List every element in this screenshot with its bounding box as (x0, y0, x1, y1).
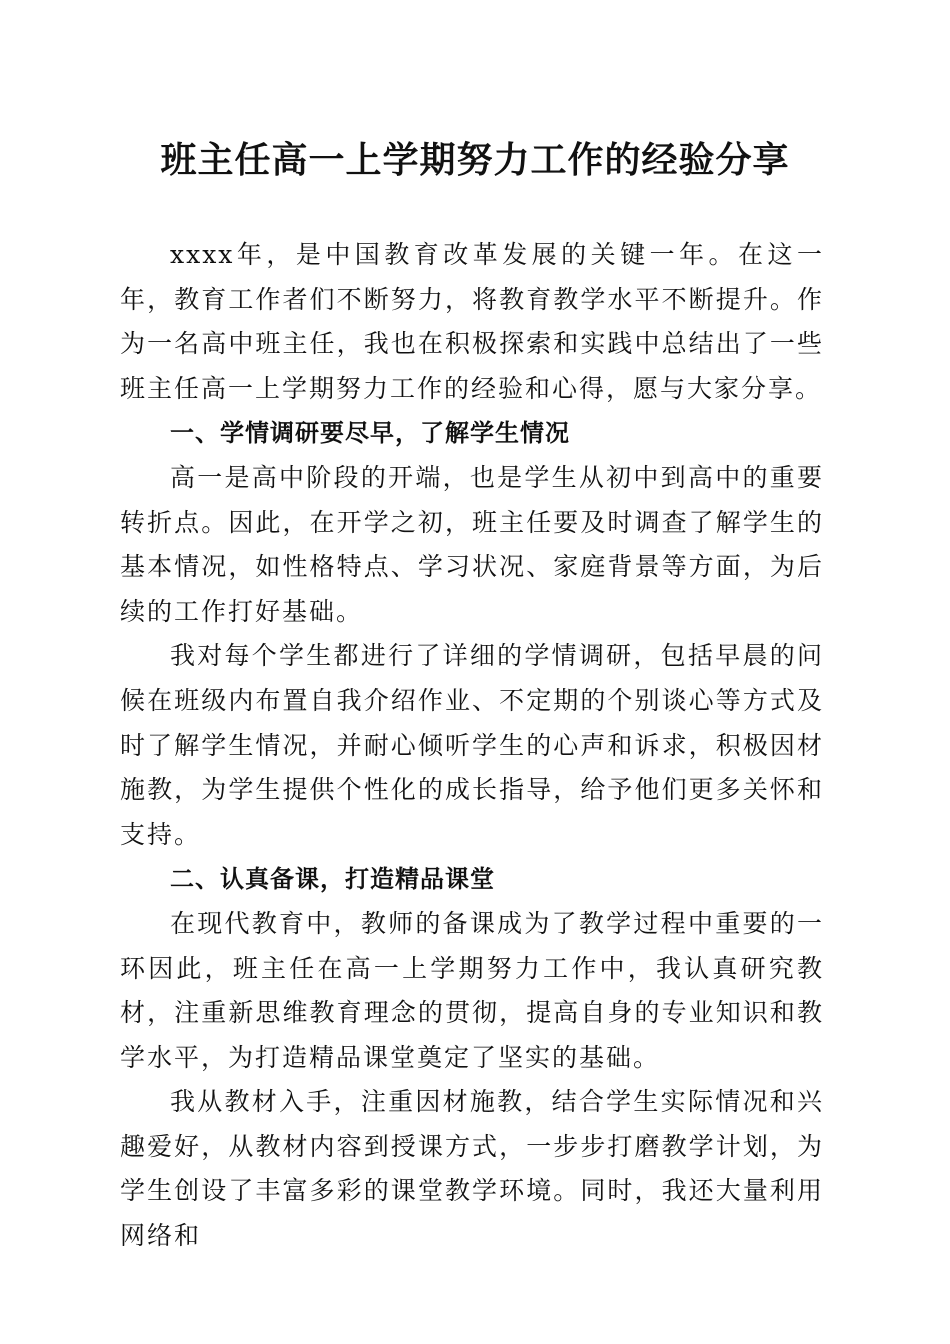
document-title: 班主任高一上学期努力工作的经验分享 (160, 139, 790, 181)
section-1-paragraph-1: 高一是高中阶段的开端，也是学生从初中到高中的重要转折点。因此，在开学之初，班主任要及时调查了解学生的基本情况，如性格特点、学习状况、家庭背景等方面，为后续的工作打好基础。 (120, 462, 824, 626)
intro-paragraph: xxxx年，是中国教育改革发展的关键一年。在这一年，教育工作者们不断努力，将教育教学水平不断提升。作为一名高中班主任，我也在积极探索和实践中总结出了一些班主任高一上学期努力工作的经验和心得，愿与大家分享。 (120, 240, 824, 403)
section-2-paragraph-1: 在现代教育中，教师的备课成为了教学过程中重要的一环因此，班主任在高一上学期努力工作中，我认真研究教材，注重新思维教育理念的贯彻，提高自身的专业知识和教学水平，为打造精品课堂奠定了坚实的基础。 (120, 908, 824, 1072)
section-1-heading: 一、学情调研要尽早，了解学生情况 (170, 419, 570, 448)
document-body (120, 233, 824, 1259)
section-2-heading: 二、认真备课，打造精品课堂 (170, 865, 495, 894)
section-2-paragraph-2: 我从教材入手，注重因材施教，结合学生实际情况和兴趣爱好，从教材内容到授课方式，一步步打磨教学计划，为学生创设了丰富多彩的课堂教学环境。同时，我还大量利用网络和 (120, 1087, 824, 1251)
section-1-paragraph-2: 我对每个学生都进行了详细的学情调研，包括早晨的问候在班级内布置自我介绍作业、不定期的个别谈心等方式及时了解学生情况，并耐心倾听学生的心声和诉求，积极因材施教，为学生提供个性化的成长指导，给予他们更多关怀和支持。 (120, 641, 824, 849)
